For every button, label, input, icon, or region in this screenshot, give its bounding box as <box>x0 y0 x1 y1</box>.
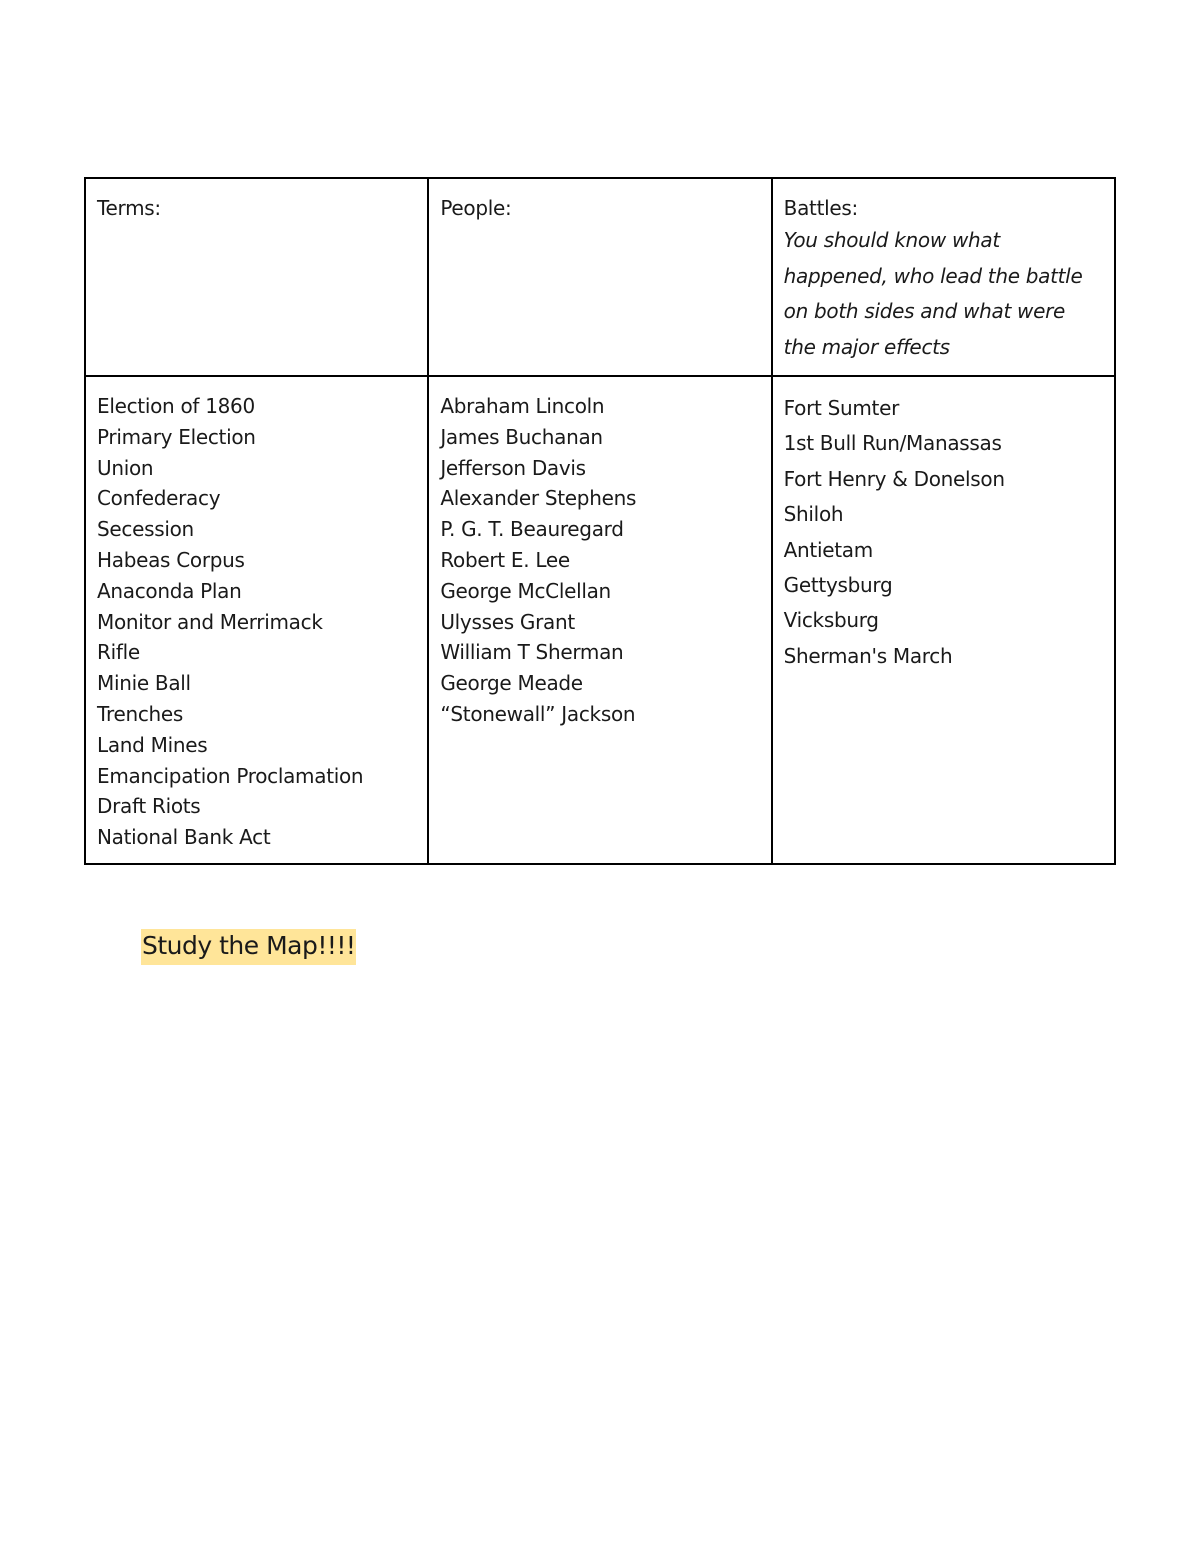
list-item: Ulysses Grant <box>440 609 575 634</box>
list-item: Shiloh <box>783 502 844 527</box>
list-item: Election of 1860 <box>97 394 255 418</box>
list-item: James Buchanan <box>440 424 603 449</box>
list-item: Fort Henry & Donelson <box>783 466 1005 491</box>
list-item: P. G. T. Beauregard <box>440 517 624 542</box>
list-item: Vicksburg <box>783 608 879 633</box>
list-item: Habeas Corpus <box>97 547 245 572</box>
study-guide-table <box>84 177 1116 865</box>
list-item: Anaconda Plan <box>97 578 242 603</box>
table-body-row <box>85 376 1115 864</box>
list-item: Abraham Lincoln <box>440 394 605 418</box>
list-item: Sherman's March <box>783 643 953 668</box>
list-item: Rifle <box>97 640 140 665</box>
list-item: “Stonewall” Jackson <box>440 701 636 726</box>
list-item: Confederacy <box>97 486 221 511</box>
list-item: Draft Riots <box>97 794 201 819</box>
terms-header: Terms: <box>97 196 161 220</box>
list-item: Minie Ball <box>97 671 191 696</box>
list-item: Fort Sumter <box>783 396 900 420</box>
list-item: George McClellan <box>440 578 611 603</box>
list-item: Antietam <box>783 537 873 562</box>
battles-header-cell <box>772 178 1115 376</box>
list-item: Primary Election <box>97 424 256 449</box>
table-header-row <box>85 178 1115 376</box>
terms-cell <box>85 376 428 864</box>
list-item: National Bank Act <box>97 825 271 850</box>
list-item: Secession <box>97 517 194 542</box>
people-header-cell <box>428 178 771 376</box>
list-item: William T Sherman <box>440 640 624 665</box>
battles-instructions: You should know what happened, who lead the battle on both sides and what were the major effects <box>783 228 1083 359</box>
list-item: Land Mines <box>97 732 208 757</box>
terms-header-cell <box>85 178 428 376</box>
list-item: Monitor and Merrimack <box>97 609 323 634</box>
list-item: Jefferson Davis <box>440 455 586 480</box>
list-item: Robert E. Lee <box>440 547 570 572</box>
battles-cell <box>772 376 1115 864</box>
list-item: Alexander Stephens <box>440 486 637 511</box>
battles-header: Battles: <box>783 196 858 220</box>
terms-list <box>97 391 416 853</box>
list-item: Emancipation Proclamation <box>97 763 364 788</box>
list-item: Union <box>97 455 154 480</box>
battles-list <box>784 391 1103 674</box>
list-item: Gettysburg <box>783 573 893 598</box>
list-item: 1st Bull Run/Manassas <box>783 431 1002 456</box>
people-cell <box>428 376 771 864</box>
list-item: George Meade <box>440 671 583 696</box>
list-item: Trenches <box>97 701 184 726</box>
study-map-note: Study the Map!!!! <box>141 929 356 965</box>
people-list <box>440 391 759 730</box>
people-header: People: <box>440 196 512 220</box>
